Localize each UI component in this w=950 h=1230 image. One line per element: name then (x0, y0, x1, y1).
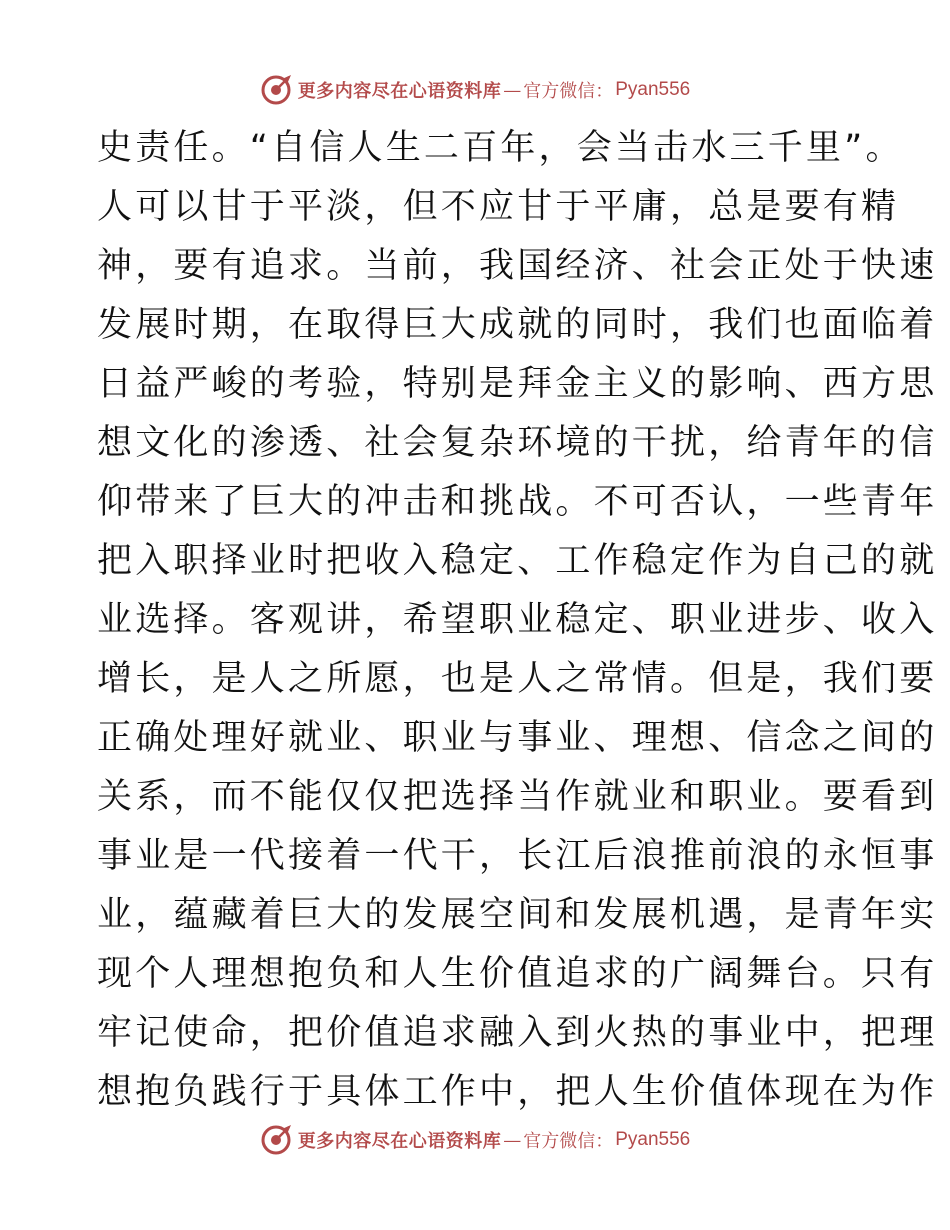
banner-wechat-label: 官方微信： (523, 1131, 614, 1152)
text-line: 业，蕴藏着巨大的发展空间和发展机遇，是青年实 (97, 895, 938, 935)
text-line: 把入职择业时把收入稳定、工作稳定作为自己的就 (97, 541, 938, 581)
text-line: 业选择。客观讲，希望职业稳定、职业进步、收入 (97, 600, 938, 640)
text-line: 仰带来了巨大的冲击和挑战。不可否认，一些青年 (97, 482, 938, 522)
text-line: 人可以甘于平淡，但不应甘于平庸，总是要有精 (97, 187, 900, 227)
text-line: 现个人理想抱负和人生价值追求的广阔舞台。只有 (97, 954, 938, 994)
text-line: 增长，是人之所愿，也是人之常情。但是，我们要 (97, 659, 938, 699)
text-line: 发展时期，在取得巨大成就的同时，我们也面临着 (97, 305, 938, 345)
banner-wechat-label: 官方微信： (523, 81, 614, 102)
text-line: 想抱负践行于具体工作中，把人生价值体现在为作 (97, 1072, 938, 1112)
banner-wechat-id: Pyan556 (615, 1129, 691, 1150)
text-line: 史责任。“自信人生二百年，会当击水三千里”。 (97, 128, 904, 168)
banner-site-text: 更多内容尽在心语资料库 (297, 81, 502, 102)
document-body (97, 119, 938, 1122)
banner-dash: — (503, 1129, 522, 1151)
header-banner (0, 70, 950, 110)
text-line: 神，要有追求。当前，我国经济、社会正处于快速 (97, 246, 938, 286)
text-line: 正确处理好就业、职业与事业、理想、信念之间的 (97, 718, 938, 758)
banner-wechat-id: Pyan556 (615, 79, 691, 100)
logo-icon (260, 73, 294, 107)
banner-site-text: 更多内容尽在心语资料库 (297, 1131, 502, 1152)
text-line: 牢记使命，把价值追求融入到火热的事业中，把理 (97, 1013, 938, 1053)
text-line: 日益严峻的考验，特别是拜金主义的影响、西方思 (97, 364, 938, 404)
text-line: 事业是一代接着一代干，长江后浪推前浪的永恒事 (97, 836, 938, 876)
footer-banner (0, 1120, 950, 1160)
banner-dash: — (503, 79, 522, 101)
logo-icon (260, 1123, 294, 1157)
text-line: 想文化的渗透、社会复杂环境的干扰，给青年的信 (97, 423, 938, 463)
text-line: 关系，而不能仅仅把选择当作就业和职业。要看到 (97, 777, 938, 817)
